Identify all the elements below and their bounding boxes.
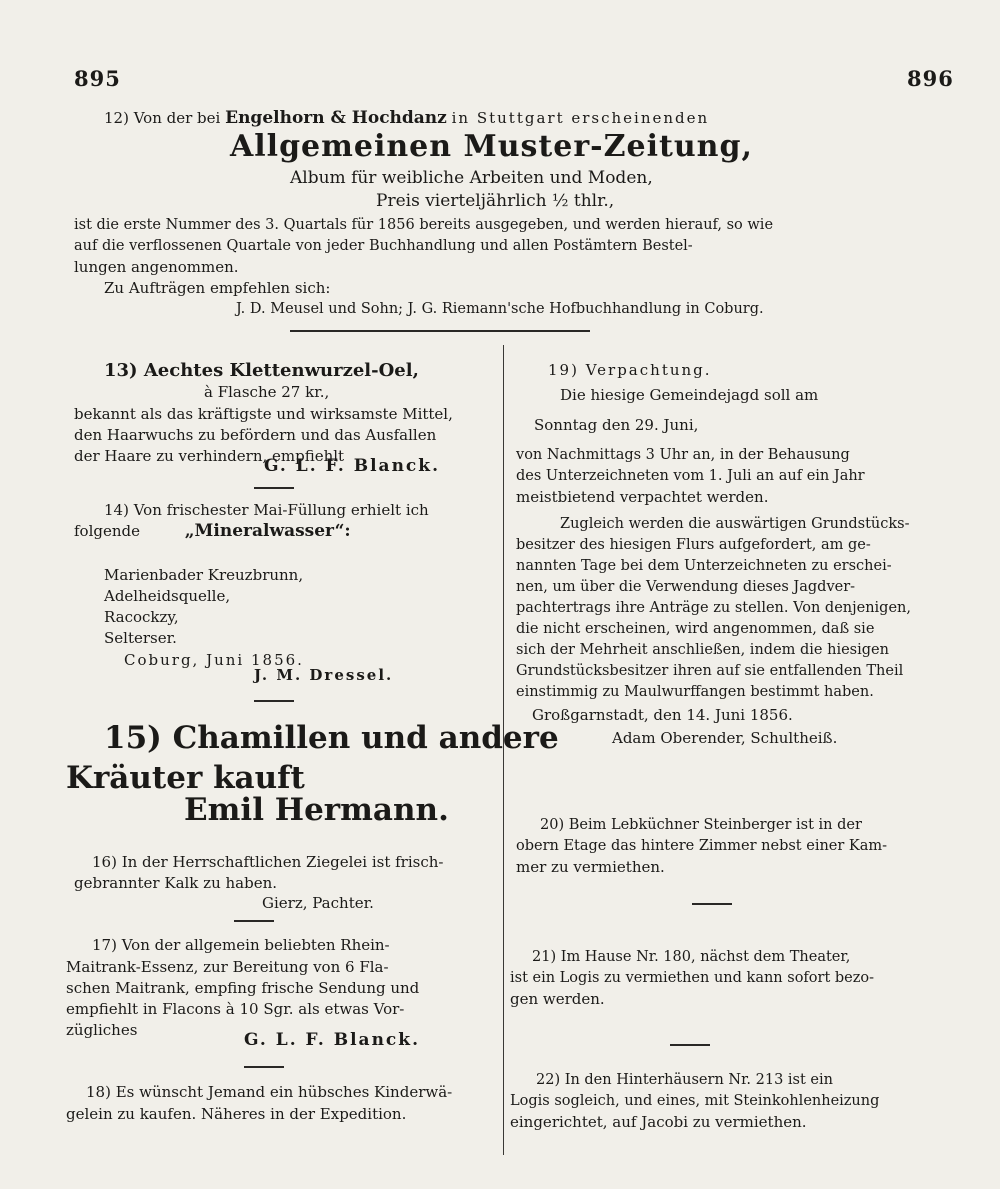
ad16-line1: 16) In der Herrschaftlichen Ziegelei ist frisch- xyxy=(92,853,444,871)
ad19-signature: Adam Oberender, Schultheiß. xyxy=(612,729,838,747)
ad16-line2: gebrannter Kalk zu haben. xyxy=(74,874,278,892)
ad14-line2: folgende „Mineralwasser“: xyxy=(74,521,351,541)
ad22-line2: Logis sogleich, und eines, mit Steinkohlenheizung xyxy=(510,1093,880,1109)
ad12-body1: ist die erste Nummer des 3. Quartals für 1856 bereits ausgegeben, und werden hierauf, so wie xyxy=(74,217,774,233)
ad12-sellers: J. D. Meusel und Sohn; J. G. Riemann'sche Hofbuchhandlung in Coburg. xyxy=(236,301,764,317)
ad22-line3: eingerichtet, auf Jacobi zu vermiethen. xyxy=(510,1113,807,1131)
ad-separator xyxy=(234,920,274,922)
ad12-price: Preis vierteljährlich ½ thlr., xyxy=(376,191,615,211)
ad18-line1: 18) Es wünscht Jemand ein hübsches Kinderwä- xyxy=(86,1083,453,1101)
ad-separator xyxy=(692,903,732,905)
ad22-line1: 22) In den Hinterhäusern Nr. 213 ist ein xyxy=(536,1072,833,1088)
ad13-signature: G. L. F. Blanck. xyxy=(264,456,440,476)
ad17-line5: zügliches xyxy=(66,1021,138,1039)
ad20-line1: 20) Beim Lebküchner Steinberger ist in der xyxy=(540,817,862,833)
ad12-line1: 12) Von der bei Engelhorn & Hochdanz in Stuttgart erscheinenden xyxy=(104,108,710,128)
ad12-body3: lungen angenommen. xyxy=(74,258,239,276)
ad14-item: Racockzy, xyxy=(104,608,179,626)
ad14-line1: 14) Von frischester Mai-Füllung erhielt ich xyxy=(104,501,429,519)
ad14-signature: J. M. Dressel. xyxy=(254,666,394,684)
ad13-body3: der Haare zu verhindern, empfiehlt xyxy=(74,447,345,465)
ad19-line11: pachtertrags ihre Anträge zu stellen. Von denjenigen, xyxy=(516,600,911,616)
ad15-line1: 15) Chamillen und andere xyxy=(104,720,559,756)
ad14-item: Marienbader Kreuzbrunn, xyxy=(104,566,304,584)
ad19-date: Großgarnstadt, den 14. Juni 1856. xyxy=(532,706,793,724)
ad21-line2: ist ein Logis zu vermiethen und kann sofort bezo- xyxy=(510,970,875,986)
ad12-body2: auf die verflossenen Quartale von jeder Buchhandlung und allen Postämtern Bestel- xyxy=(74,238,693,254)
ad19-line7: Zugleich werden die auswärtigen Grundstücks- xyxy=(560,516,910,532)
ad16-signature: Gierz, Pachter. xyxy=(262,894,374,912)
ad20-line3: mer zu vermiethen. xyxy=(516,858,665,876)
ad-separator xyxy=(254,487,294,489)
ad15-line2: Kräuter kauft xyxy=(66,760,305,796)
ad19-line2: Die hiesige Gemeindejagd soll am xyxy=(560,386,819,404)
ad20-line2: obern Etage das hintere Zimmer nebst einer Kam- xyxy=(516,838,888,854)
ad19-line13: sich der Mehrheit anschließen, indem die hiesigen xyxy=(516,642,889,658)
ad19-line9: nannten Tage bei dem Unterzeichneten zu erschei- xyxy=(516,558,892,574)
ad-separator xyxy=(244,1066,284,1068)
ad12-subtitle: Album für weibliche Arbeiten und Moden, xyxy=(290,168,653,188)
ad21-line1: 21) Im Hause Nr. 180, nächst dem Theater, xyxy=(532,949,851,965)
ad19-line12: die nicht erscheinen, wird angenommen, daß sie xyxy=(516,621,875,637)
ad-separator xyxy=(254,700,294,702)
ad19-line5: des Unterzeichneten vom 1. Juli an auf ein Jahr xyxy=(516,468,865,484)
ad17-signature: G. L. F. Blanck. xyxy=(244,1030,420,1050)
ad13-body1: bekannt als das kräftigste und wirksamste Mittel, xyxy=(74,405,453,423)
ad19-heading: 19) Verpachtung. xyxy=(548,361,712,379)
ad12-title: Allgemeinen Muster-Zeitung, xyxy=(230,129,753,164)
ad14-item: Selterser. xyxy=(104,629,177,647)
ad19-line3: Sonntag den 29. Juni, xyxy=(534,416,699,434)
ad14-product-title: „Mineralwasser“: xyxy=(184,521,351,541)
ad17-line3: schen Maitrank, empfing frische Sendung und xyxy=(66,979,420,997)
ad19-line10: nen, um über die Verwendung dieses Jagdver- xyxy=(516,579,856,595)
section-divider xyxy=(290,330,590,332)
page-number-left: 895 xyxy=(74,66,121,91)
ad13-title: 13) Aechtes Klettenwurzel-Oel, xyxy=(104,360,419,381)
page-number-right: 896 xyxy=(907,66,954,91)
ad19-line4: von Nachmittags 3 Uhr an, in der Behausung xyxy=(516,447,850,463)
ad12-body4: Zu Aufträgen empfehlen sich: xyxy=(104,279,331,297)
ad14-item: Adelheidsquelle, xyxy=(104,587,231,605)
publisher-name: Engelhorn & Hochdanz xyxy=(225,108,447,128)
ad17-line4: empfiehlt in Flacons à 10 Sgr. als etwas Vor- xyxy=(66,1000,405,1018)
ad14-date: Coburg, Juni 1856. xyxy=(124,651,304,669)
ad15-line3: Emil Hermann. xyxy=(184,792,449,828)
ad13-body2: den Haarwuchs zu befördern und das Ausfallen xyxy=(74,426,437,444)
ad19-line15: einstimmig zu Maulwurffangen bestimmt haben. xyxy=(516,684,874,700)
ad19-line14: Grundstücksbesitzer ihren auf sie entfallenden Theil xyxy=(516,663,904,679)
ad13-price: à Flasche 27 kr., xyxy=(204,383,330,401)
ad19-line6: meistbietend verpachtet werden. xyxy=(516,488,769,506)
ad18-line2: gelein zu kaufen. Näheres in der Expedition. xyxy=(66,1105,407,1123)
ad17-line1: 17) Von der allgemein beliebten Rhein- xyxy=(92,936,390,954)
ad-separator xyxy=(670,1044,710,1046)
ad19-line8: besitzer des hiesigen Flurs aufgefordert, am ge- xyxy=(516,537,871,553)
ad21-line3: gen werden. xyxy=(510,990,605,1008)
ad17-line2: Maitrank-Essenz, zur Bereitung von 6 Fla- xyxy=(66,958,389,976)
